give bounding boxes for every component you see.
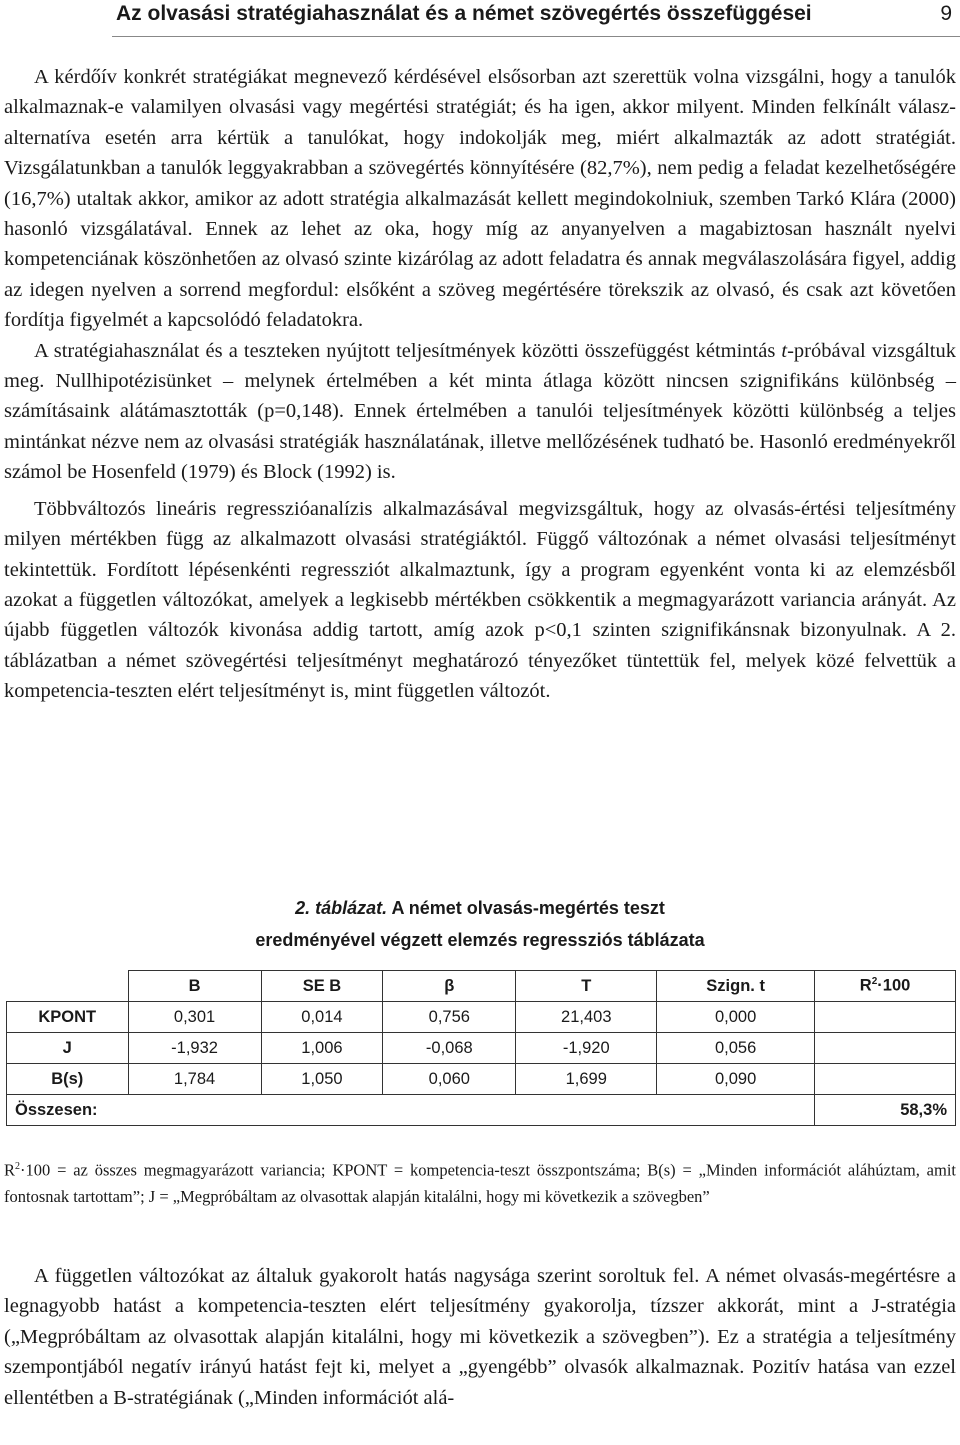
table-caption-line-2: eredményével végzett elemzés regressziós táblázata <box>255 930 705 950</box>
note-text: ·100 = az összes megmagyarázott variancia; KPONT = kompetencia-teszt összpontszáma; B(s) = „Minden információt aláhúztam, amit fontosnak tartottam”; J = „Megpróbáltam az olvasottak alapján kitalálni, hogy mi következik a szövegben” <box>4 1160 956 1206</box>
cell-t: 1,699 <box>516 1064 657 1095</box>
regression-table <box>6 970 956 1126</box>
cell-seb: 1,050 <box>261 1064 383 1095</box>
cell-sig: 0,056 <box>657 1033 815 1064</box>
cell-beta: 0,756 <box>383 1002 516 1033</box>
cell-r2 <box>815 1033 956 1064</box>
paragraph-3-text: Többváltozós lineáris regresszióanalízis alkalmazásával megvizsgáltuk, hogy az olvasás-értési teljesítmény milyen mértékben függ az alkalmazott olvasási stratégiáktól. Függő változónak a német olvasási teljesítményt tekintettük. Fordított lépésenkénti regressziót alkalmaztunk, így a program egyenként vonta ki az elemzésből azokat a független változókat, amelyek a legkisebb mértékben csökkentik a megmagyarázott variancia arányát. Az újabb független változók kivonása addig tartott, amíg azok p<0,1 szinten szignifikánsnak bizonyulnak. A 2. táblázatban a német szövegértési teljesítményt meghatározó tényezőket tüntettük fel, melyek közé felvettük a kompetencia-teszten elért teljesítményt is, mint független változót. <box>4 497 956 703</box>
header-beta: β <box>383 971 516 1002</box>
table-row <box>7 1002 956 1033</box>
paragraph-2-text-a: A stratégiahasználat és a teszteken nyújtott teljesítmények közötti összefüggést kétmintás <box>34 339 782 362</box>
cell-b: 0,301 <box>128 1002 261 1033</box>
cell-seb: 1,006 <box>261 1033 383 1064</box>
r2-r: R <box>859 976 872 995</box>
cell-beta: -0,068 <box>383 1033 516 1064</box>
cell-beta: 0,060 <box>383 1064 516 1095</box>
running-header <box>0 0 960 32</box>
table-note <box>4 1154 956 1210</box>
note-r: R <box>4 1160 16 1180</box>
paragraph-1-text: A kérdőív konkrét stratégiákat megnevező kérdésével elsősorban azt szerettük volna vizsgálni, hogy a tanulók alkalmaznak-e valamilyen olvasási vagy megértési stratégiát; és ha igen, akkor milyent. Minden felkínált válasz-alternatíva esetén arra kértük a tanulókat, hogy indokolják meg, miért alkalmazták az adott stratégiát. Vizsgálatunkban a tanulók leggyakrabban a szövegértés könnyítésére (82,7%), nem pedig a feladat kezelhetőségére (16,7%) utaltak akkor, amikor az adott stratégia alkalmazását kellett megindokolniuk, szemben Tarkó Klára (2000) hasonló vizsgálatával. Ennek az lehet az oka, hogy míg az anyanyelven a magabiztosan használt nyelvi kompetenciának köszönhetően az olvasó szinte kizárólag az adott feladatra és annak megválaszolására figyel, addig az idegen nyelven a sorrend megfordul: elsőként a szöveg megértésére törekszik az olvasó, és csak azt követően fordítja figyelmét a kapcsolódó feladatokra. <box>4 66 956 332</box>
r2-dot: · <box>877 976 883 995</box>
paragraph-1 <box>4 62 956 336</box>
row-label: B(s) <box>7 1064 129 1095</box>
total-label: Összesen: <box>7 1095 815 1126</box>
table-row <box>7 1064 956 1095</box>
row-label: KPONT <box>7 1002 129 1033</box>
r2-sup: 2 <box>871 976 878 988</box>
header-t: T <box>516 971 657 1002</box>
table-caption <box>0 892 960 956</box>
cell-b: 1,784 <box>128 1064 261 1095</box>
paragraph-4: A független változókat az általuk gyakorolt hatás nagysága szerint soroltuk fel. A német olvasás-megértésre a legnagyobb hatást a kompetencia-teszten elért teljesítmény gyakorolja, tízszer akkorát, mint a J-stratégia („Megpróbáltam az olvasottak alapján kitalálni, hogy mi következik a szövegben”). Ez a stratégia a teljesítmény szempontjából negatív irányú hatást fejt ki, melyet a „gyengébb” olvasók alkalmaznak. Pozitív hatása van ezzel ellentétben a B-stratégiának („Minden információt alá- <box>4 1265 956 1409</box>
note-sup: 2 <box>15 1161 21 1172</box>
cell-b: -1,932 <box>128 1033 261 1064</box>
paragraph-2-text-b: -próbával vizsgáltuk meg. Nullhipotézisünket – melynek értelmében a két minta átlaga között nincsen szignifikáns különbség – számításaink alátámasztották (p=0,148). Ennek értelmében a tanulói teljesítmények közötti különbség a teljes mintánkat nézve nem az olvasási stratégiák használatának, illetve mellőzésének tudható be. Hasonló eredményekről számol be Hosenfeld (1979) és Block (1992) is. <box>4 339 957 484</box>
table-caption-text-1: A német olvasás-megértés teszt <box>387 898 665 918</box>
header-seb: SE B <box>261 971 383 1002</box>
page-number: 9 <box>940 2 952 25</box>
table-caption-line-1 <box>0 892 960 924</box>
table-number: 2. táblázat. <box>295 898 388 918</box>
header-sig: Szign. t <box>657 971 815 1002</box>
r2-tail: 100 <box>882 976 911 995</box>
cell-sig: 0,090 <box>657 1064 815 1095</box>
t-italic: t <box>781 339 788 362</box>
body-text <box>4 62 956 707</box>
cell-t: -1,920 <box>516 1033 657 1064</box>
running-title: Az olvasási stratégiahasználat és a német szövegértés összefüggései <box>116 2 812 25</box>
cell-sig: 0,000 <box>657 1002 815 1033</box>
total-value: 58,3% <box>815 1095 956 1126</box>
paragraph-2 <box>4 336 956 488</box>
row-label: J <box>7 1033 129 1064</box>
paragraph-3 <box>4 494 956 707</box>
header-empty <box>7 971 129 1002</box>
table-row <box>7 1033 956 1064</box>
header-r2 <box>815 971 956 1002</box>
cell-t: 21,403 <box>516 1002 657 1033</box>
table-total-row <box>7 1095 956 1126</box>
cell-r2 <box>815 1064 956 1095</box>
header-rule <box>112 36 960 37</box>
cell-seb: 0,014 <box>261 1002 383 1033</box>
table-header-row <box>7 971 956 1002</box>
header-b: B <box>128 971 261 1002</box>
closing-paragraph <box>4 1261 956 1413</box>
cell-r2 <box>815 1002 956 1033</box>
